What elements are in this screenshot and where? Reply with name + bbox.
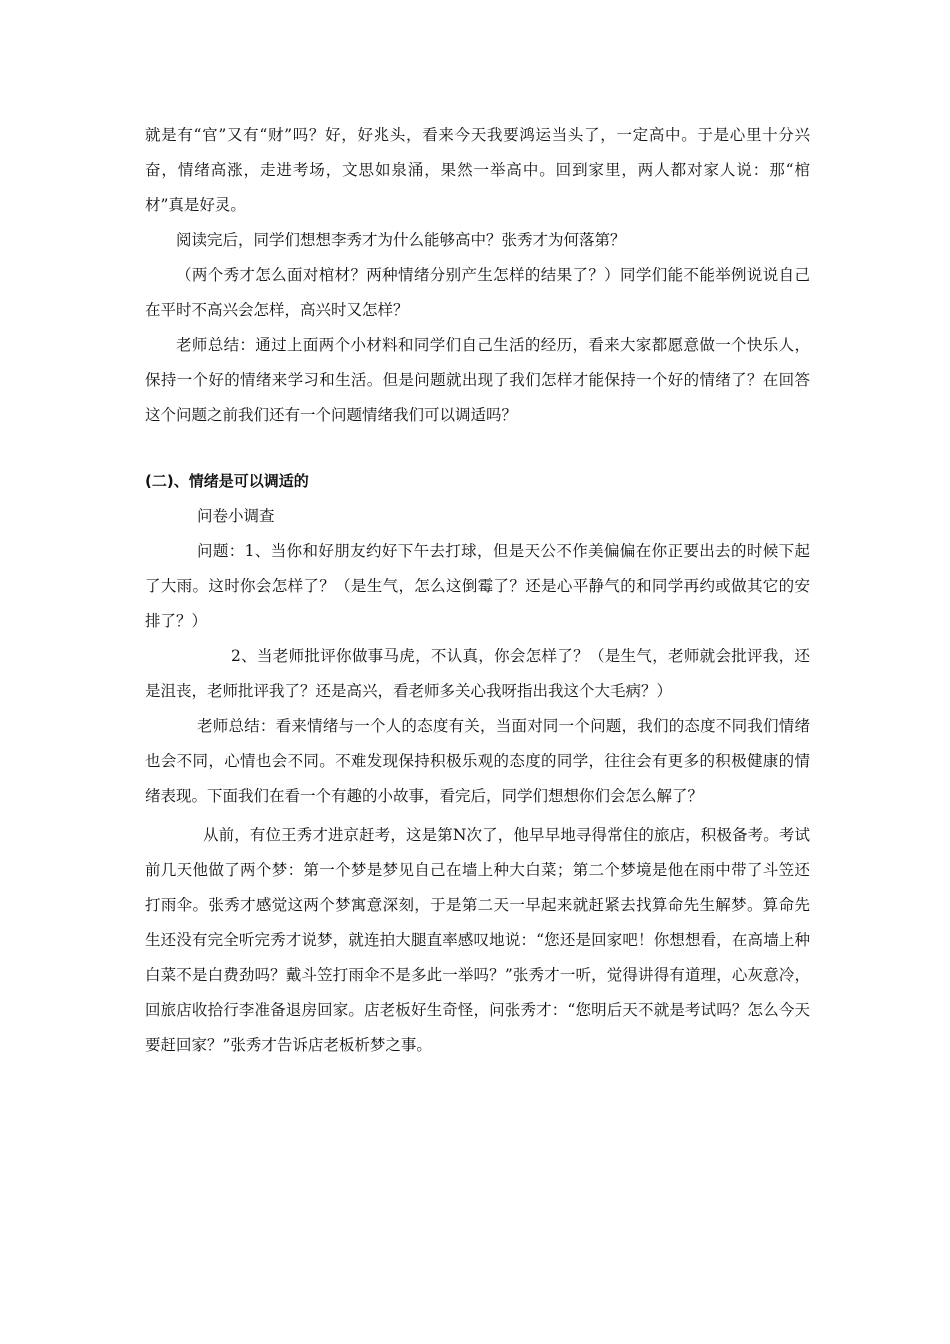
paragraph-discussion-prompt: （两个秀才怎么面对棺材？两种情绪分别产生怎样的结果了？）同学们能不能举例说说自己在平时不高兴会怎样，高兴时又怎样？: [145, 266, 810, 319]
paragraph-question-1: 问题：1、当你和好朋友约好下午去打球，但是天公不作美偏偏在你正要出去的时候下起了大雨。这时你会怎样了？（是生气，怎么这倒霉了？还是心平静气的和同学再约或做其它的安排了？）: [145, 542, 810, 630]
section-heading: (二)、情绪是可以调适的: [145, 472, 309, 490]
paragraph-story-end: 就是有“官”又有“财”吗？好，好兆头，看来今天我要鸿运当头了，一定高中。于是心里十分兴奋，情绪高涨，走进考场，文思如泉涌，果然一举高中。回到家里，两人都对家人说：那“棺材”真是好灵。: [145, 126, 810, 214]
paragraph-story-wang: 从前，有位王秀才进京赶考，这是第N次了，他早早地寻得常住的旅店，积极备考。考试前几天他做了两个梦：第一个梦是梦见自己在墙上种大白菜；第二个梦境是他在雨中带了斗笠还打雨伞。张秀才感觉这两个梦寓意深刻，于是第二天一早起来就赶紧去找算命先生解梦。算命先生还没有完全听完秀才说梦，就连拍大腿直率感叹地说：“您还是回家吧！你想想看，在高墙上种白菜不是白费劲吗？戴斗笠打雨伞不是多此一举吗？”张秀才一听，觉得讲得有道理，心灰意冷，回旅店收拾行李准备退房回家。店老板好生奇怪，问张秀才：“您明后天不就是考试吗？怎么今天要赶回家？”张秀才告诉店老板析梦之事。: [145, 826, 810, 1054]
paragraph-reading-question: 阅读完后，同学们想想李秀才为什么能够高中？张秀才为何落第？: [176, 231, 626, 249]
document-page: [145, 118, 810, 1063]
paragraph-survey-title: 问卷小调查: [197, 507, 275, 525]
paragraph-question-2: 2、当老师批评你做事马虎，不认真，你会怎样了？（是生气，老师就会批评我，还是沮丧，老师批评我了？还是高兴，看老师多关心我呀指出我这个大毛病？）: [145, 647, 810, 700]
paragraph-teacher-summary-1: 老师总结：通过上面两个小材料和同学们自己生活的经历，看来大家都愿意做一个快乐人，保持一个好的情绪来学习和生活。但是问题就出现了我们怎样才能保持一个好的情绪了？在回答这个问题之前我们还有一个问题情绪我们可以调适吗？: [145, 336, 810, 424]
paragraph-teacher-summary-2: 老师总结：看来情绪与一个人的态度有关，当面对同一个问题，我们的态度不同我们情绪也会不同，心情也会不同。不难发现保持积极乐观的态度的同学，往往会有更多的积极健康的情绪表现。下面我们在看一个有趣的小故事，看完后，同学们想想你们会怎么解了？: [145, 717, 810, 805]
